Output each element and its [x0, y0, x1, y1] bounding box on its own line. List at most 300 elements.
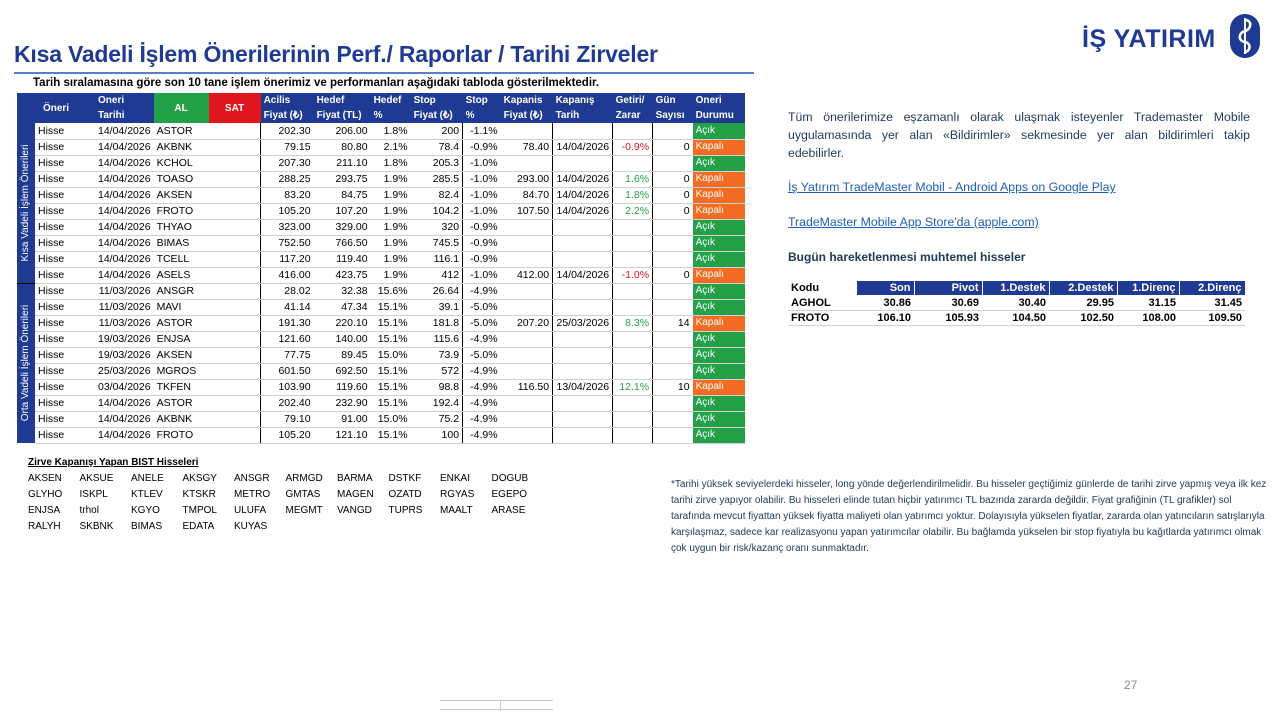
- cell-status: Açık: [693, 251, 745, 267]
- zirve-stock-item: EGEPO: [491, 489, 528, 500]
- table-row: [17, 235, 745, 251]
- cell-stop: 745.5: [411, 235, 463, 251]
- levels-row: [788, 296, 1245, 311]
- cell-target: 107.20: [314, 203, 371, 219]
- cell-stop-pct: -1.0%: [463, 171, 501, 187]
- levels-cell-code: AGHOL: [788, 296, 856, 311]
- cell-target-pct: 15.6%: [371, 283, 411, 299]
- cell-stop: 181.8: [411, 315, 463, 331]
- brand-name: İŞ YATIRIM: [1082, 24, 1216, 53]
- cell-target: 80.80: [314, 139, 371, 155]
- cell-return: [613, 395, 653, 411]
- table-row: [17, 283, 745, 299]
- cell-type: Hisse: [35, 283, 95, 299]
- table-row: [17, 427, 745, 443]
- zirve-stock-item: ANELE: [131, 473, 164, 484]
- zirve-stock-item: BIMAS: [131, 521, 163, 532]
- cell-days: [653, 123, 693, 139]
- cell-type: Hisse: [35, 171, 95, 187]
- cell-open: 416.00: [261, 267, 314, 283]
- cell-close-date: [553, 411, 613, 427]
- cell-days: [653, 395, 693, 411]
- cell-type: Hisse: [35, 251, 95, 267]
- cell-return: -1.0%: [613, 267, 653, 283]
- header-acilis-fiyat: Fiyat (₺): [261, 108, 314, 123]
- cell-code: ASTOR: [154, 315, 209, 331]
- cell-date: 14/04/2026: [95, 395, 154, 411]
- cell-sat: [209, 363, 261, 379]
- cell-type: Hisse: [35, 139, 95, 155]
- zirve-stock-item: TUPRS: [388, 505, 423, 516]
- cell-type: Hisse: [35, 235, 95, 251]
- zirve-stock-item: DOGUB: [491, 473, 529, 484]
- cell-days: [653, 411, 693, 427]
- cell-close: 107.50: [501, 203, 553, 219]
- cell-target-pct: 15.0%: [371, 411, 411, 427]
- zirve-stock-item: GLYHO: [28, 489, 63, 500]
- levels-table-container: [788, 280, 1246, 326]
- notification-info-text: Tüm önerilerimize eşzamanlı olarak ulaşmak isteyenler Trademaster Mobile uygulamasında yer alan «Bildirimler» sekmesinde yer alan bildirimleri takip edebilirler.: [788, 110, 1250, 160]
- cell-close: [501, 363, 553, 379]
- table-row: [17, 331, 745, 347]
- levels-header-destek-1: 1.Destek: [982, 281, 1049, 296]
- cell-target: 220.10: [314, 315, 371, 331]
- levels-cell-code: FROTO: [788, 311, 856, 326]
- group-side-label: [17, 283, 35, 443]
- cell-status: Açık: [693, 155, 745, 171]
- cell-close: 78.40: [501, 139, 553, 155]
- zirve-title: Zirve Kapanışı Yapan BIST Hisseleri: [28, 457, 199, 468]
- cell-close: 207.20: [501, 315, 553, 331]
- cell-close: [501, 347, 553, 363]
- cell-return: -0.9%: [613, 139, 653, 155]
- cell-close-date: [553, 219, 613, 235]
- header-stop-fiyat: Fiyat (₺): [411, 108, 463, 123]
- cell-sat: [209, 331, 261, 347]
- cell-return: [613, 155, 653, 171]
- cell-code: FROTO: [154, 203, 209, 219]
- cell-open: 288.25: [261, 171, 314, 187]
- cell-status: Açık: [693, 331, 745, 347]
- header-kapanis: Kapanis: [501, 93, 553, 108]
- cell-close: [501, 395, 553, 411]
- cell-date: 11/03/2026: [95, 283, 154, 299]
- cell-close-date: [553, 235, 613, 251]
- cell-date: 14/04/2026: [95, 427, 154, 443]
- cell-open: 207.30: [261, 155, 314, 171]
- cell-stop: 572: [411, 363, 463, 379]
- cell-open: 121.60: [261, 331, 314, 347]
- cell-code: AKSEN: [154, 187, 209, 203]
- cell-target-pct: 1.9%: [371, 267, 411, 283]
- cell-stop-pct: -4.9%: [463, 379, 501, 395]
- levels-cell-value: 105.93: [914, 311, 982, 326]
- cell-stop: 116.1: [411, 251, 463, 267]
- zirve-stock-item: KUYAS: [234, 521, 268, 532]
- cell-close: [501, 235, 553, 251]
- cell-days: 0: [653, 203, 693, 219]
- cell-date: 14/04/2026: [95, 203, 154, 219]
- cell-date: 14/04/2026: [95, 187, 154, 203]
- cell-days: [653, 347, 693, 363]
- cell-sat: [209, 315, 261, 331]
- cell-target: 692.50: [314, 363, 371, 379]
- cell-close: 293.00: [501, 171, 553, 187]
- header-tarih: Tarih: [553, 108, 613, 123]
- cell-stop-pct: -4.9%: [463, 411, 501, 427]
- cell-return: 1.8%: [613, 187, 653, 203]
- cell-stop: 75.2: [411, 411, 463, 427]
- cell-status: Açık: [693, 411, 745, 427]
- table-row: [17, 299, 745, 315]
- cell-type: Hisse: [35, 123, 95, 139]
- cell-date: 14/04/2026: [95, 139, 154, 155]
- cell-close: [501, 331, 553, 347]
- header-gun: Gün: [653, 93, 693, 108]
- cell-code: MAVI: [154, 299, 209, 315]
- header-sayisi: Sayısı: [653, 108, 693, 123]
- cell-sat: [209, 251, 261, 267]
- cell-stop-pct: -5.0%: [463, 315, 501, 331]
- cell-target-pct: 15.1%: [371, 331, 411, 347]
- cell-code: THYAO: [154, 219, 209, 235]
- table-row: [17, 139, 745, 155]
- cell-open: 105.20: [261, 427, 314, 443]
- levels-cell-value: 108.00: [1117, 311, 1179, 326]
- cell-close-date: 14/04/2026: [553, 187, 613, 203]
- cell-close-date: [553, 363, 613, 379]
- cell-stop: 285.5: [411, 171, 463, 187]
- cell-stop: 412: [411, 267, 463, 283]
- cell-open: 117.20: [261, 251, 314, 267]
- cell-target-pct: 15.1%: [371, 427, 411, 443]
- cell-sat: [209, 347, 261, 363]
- header-kapanis-tarih: Kapanış: [553, 93, 613, 108]
- cell-code: ANSGR: [154, 283, 209, 299]
- cell-status: Açık: [693, 395, 745, 411]
- cell-sat: [209, 123, 261, 139]
- table-header-row-1: [17, 93, 745, 108]
- header-stop-pct: Stop: [463, 93, 501, 108]
- page-number: 27: [1124, 678, 1138, 692]
- levels-header-kodu: Kodu: [788, 281, 856, 296]
- cell-days: 14: [653, 315, 693, 331]
- cell-type: Hisse: [35, 379, 95, 395]
- cell-target-pct: 15.1%: [371, 379, 411, 395]
- cell-return: 2.2%: [613, 203, 653, 219]
- header-stop-percent: %: [463, 108, 501, 123]
- cell-target-pct: 1.9%: [371, 203, 411, 219]
- cell-close-date: [553, 251, 613, 267]
- cell-date: 03/04/2026: [95, 379, 154, 395]
- levels-cell-value: 30.86: [856, 296, 914, 311]
- cell-date: 14/04/2026: [95, 219, 154, 235]
- cell-type: Hisse: [35, 299, 95, 315]
- cell-open: 601.50: [261, 363, 314, 379]
- cell-status: Açık: [693, 235, 745, 251]
- table-row: [17, 155, 745, 171]
- cell-sat: [209, 235, 261, 251]
- cell-stop: 100: [411, 427, 463, 443]
- cell-code: KCHOL: [154, 155, 209, 171]
- cell-stop-pct: -1.0%: [463, 155, 501, 171]
- table-row: [17, 411, 745, 427]
- cell-open: 202.30: [261, 123, 314, 139]
- cell-type: Hisse: [35, 315, 95, 331]
- cell-target-pct: 15.1%: [371, 395, 411, 411]
- cell-target-pct: 1.9%: [371, 235, 411, 251]
- cell-open: 83.20: [261, 187, 314, 203]
- cell-target-pct: 15.0%: [371, 347, 411, 363]
- table-row: [17, 315, 745, 331]
- levels-table-body: [788, 296, 1245, 326]
- cell-days: [653, 283, 693, 299]
- header-sat: SAT: [209, 93, 261, 123]
- brand-emblem-icon: [1230, 14, 1260, 58]
- cell-stop: 192.4: [411, 395, 463, 411]
- cell-status: Kapalı: [693, 139, 745, 155]
- cell-status: Kapalı: [693, 379, 745, 395]
- cell-days: 10: [653, 379, 693, 395]
- cell-stop-pct: -5.0%: [463, 347, 501, 363]
- zirve-stock-item: ANSGR: [234, 473, 270, 484]
- cell-stop: 78.4: [411, 139, 463, 155]
- cell-code: ASTOR: [154, 123, 209, 139]
- table-row: [17, 395, 745, 411]
- cell-return: 12.1%: [613, 379, 653, 395]
- table-row: [17, 203, 745, 219]
- zirve-stock-item: KGYO: [131, 505, 160, 516]
- cell-close: [501, 123, 553, 139]
- cell-close: [501, 299, 553, 315]
- cell-code: ASELS: [154, 267, 209, 283]
- zirve-stock-item: ENKAI: [440, 473, 471, 484]
- zirve-stock-item: ULUFA: [234, 505, 267, 516]
- cell-close: 412.00: [501, 267, 553, 283]
- table-row: [17, 379, 745, 395]
- cell-return: [613, 331, 653, 347]
- cell-code: TOASO: [154, 171, 209, 187]
- group-label: Kısa Vadeli İşlem Önerileri: [20, 144, 31, 262]
- cell-date: 25/03/2026: [95, 363, 154, 379]
- cell-date: 14/04/2026: [95, 171, 154, 187]
- cell-close: 84.70: [501, 187, 553, 203]
- cell-target: 91.00: [314, 411, 371, 427]
- cell-open: 28.02: [261, 283, 314, 299]
- cell-stop: 205.3: [411, 155, 463, 171]
- cell-close: [501, 427, 553, 443]
- header-tarihi: Tarihi: [95, 108, 154, 123]
- cell-type: Hisse: [35, 155, 95, 171]
- header-oneri: Öneri: [17, 93, 95, 123]
- cell-target: 119.60: [314, 379, 371, 395]
- cell-date: 14/04/2026: [95, 267, 154, 283]
- cell-return: [613, 251, 653, 267]
- cell-stop: 200: [411, 123, 463, 139]
- cell-close-date: 13/04/2026: [553, 379, 613, 395]
- header-hedef-fiyat: Fiyat (TL): [314, 108, 371, 123]
- levels-cell-value: 30.40: [982, 296, 1049, 311]
- cell-sat: [209, 187, 261, 203]
- header-oneri-tarihi-1: Oneri: [95, 93, 154, 108]
- cell-sat: [209, 155, 261, 171]
- header-zarar: Zarar: [613, 108, 653, 123]
- cell-stop: 115.6: [411, 331, 463, 347]
- levels-header-direnc-1: 1.Direnç: [1117, 281, 1179, 296]
- cell-code: ENJSA: [154, 331, 209, 347]
- zirve-stock-item: MAALT: [440, 505, 473, 516]
- cell-sat: [209, 379, 261, 395]
- cell-date: 11/03/2026: [95, 315, 154, 331]
- brand-logo: [1082, 14, 1260, 58]
- cell-code: TCELL: [154, 251, 209, 267]
- cell-open: 77.75: [261, 347, 314, 363]
- cell-date: 14/04/2026: [95, 251, 154, 267]
- performance-table: [17, 93, 745, 444]
- cell-type: Hisse: [35, 363, 95, 379]
- cell-stop: 82.4: [411, 187, 463, 203]
- cell-status: Açık: [693, 427, 745, 443]
- table-row: [17, 347, 745, 363]
- cell-open: 191.30: [261, 315, 314, 331]
- header-durumu: Durumu: [693, 108, 745, 123]
- zirve-stock-grid: [28, 473, 543, 537]
- header-hedef-pct: Hedef: [371, 93, 411, 108]
- table-row: [17, 363, 745, 379]
- zirve-stock-item: MEGMT: [285, 505, 323, 516]
- cell-return: [613, 219, 653, 235]
- cell-close-date: [553, 299, 613, 315]
- cell-stop: 39.1: [411, 299, 463, 315]
- cell-days: 0: [653, 187, 693, 203]
- levels-header-direnc-2: 2.Direnç: [1179, 281, 1245, 296]
- group-side-label: [17, 123, 35, 283]
- table-header-row-2: [17, 108, 745, 123]
- table-row: [17, 171, 745, 187]
- cell-close: [501, 251, 553, 267]
- zirve-stock-item: EDATA: [182, 521, 215, 532]
- levels-table: [788, 280, 1246, 326]
- cell-close-date: 14/04/2026: [553, 267, 613, 283]
- cell-target: 84.75: [314, 187, 371, 203]
- cell-target: 206.00: [314, 123, 371, 139]
- cell-stop-pct: -0.9%: [463, 251, 501, 267]
- zirve-stock-item: RGYAS: [440, 489, 475, 500]
- zirve-stock-item: BARMA: [337, 473, 373, 484]
- cell-type: Hisse: [35, 267, 95, 283]
- cell-code: MGROS: [154, 363, 209, 379]
- cell-sat: [209, 427, 261, 443]
- cell-days: [653, 235, 693, 251]
- cell-target: 32.38: [314, 283, 371, 299]
- cell-stop-pct: -5.0%: [463, 299, 501, 315]
- cell-stop-pct: -0.9%: [463, 139, 501, 155]
- cell-status: Kapalı: [693, 315, 745, 331]
- cell-target: 211.10: [314, 155, 371, 171]
- cell-stop: 320: [411, 219, 463, 235]
- cell-target: 232.90: [314, 395, 371, 411]
- header-stop: Stop: [411, 93, 463, 108]
- cell-close: [501, 411, 553, 427]
- zirve-stock-item: RALYH: [28, 521, 61, 532]
- cell-sat: [209, 219, 261, 235]
- cell-date: 19/03/2026: [95, 331, 154, 347]
- cell-sat: [209, 171, 261, 187]
- cell-return: [613, 299, 653, 315]
- table-subtitle: Tarih sıralamasına göre son 10 tane işlem önerimiz ve performanları aşağıdaki tabloda gösterilmektedir.: [33, 77, 600, 89]
- cell-close-date: [553, 155, 613, 171]
- cell-days: [653, 427, 693, 443]
- zirve-stock-item: ARASE: [491, 505, 526, 516]
- cell-days: 0: [653, 139, 693, 155]
- zirve-stock-item: AKSUE: [79, 473, 114, 484]
- levels-cell-value: 109.50: [1179, 311, 1245, 326]
- cell-close-date: [553, 331, 613, 347]
- cell-status: Açık: [693, 347, 745, 363]
- cell-close-date: 14/04/2026: [553, 171, 613, 187]
- cell-open: 103.90: [261, 379, 314, 395]
- levels-cell-value: 106.10: [856, 311, 914, 326]
- cell-target-pct: 15.1%: [371, 315, 411, 331]
- header-al: AL: [154, 93, 209, 123]
- cell-open: 752.50: [261, 235, 314, 251]
- cell-target-pct: 1.8%: [371, 155, 411, 171]
- cell-sat: [209, 283, 261, 299]
- cell-status: Açık: [693, 299, 745, 315]
- zirve-stock-item: ISKPL: [79, 489, 108, 500]
- title-divider: [14, 72, 754, 74]
- cell-date: 14/04/2026: [95, 411, 154, 427]
- cell-close-date: 25/03/2026: [553, 315, 613, 331]
- cell-sat: [209, 203, 261, 219]
- table-row: [17, 219, 745, 235]
- zirve-stock-item: MAGEN: [337, 489, 374, 500]
- levels-cell-value: 104.50: [982, 311, 1049, 326]
- cell-target: 119.40: [314, 251, 371, 267]
- cell-sat: [209, 299, 261, 315]
- table-row: [17, 251, 745, 267]
- cell-code: AKBNK: [154, 139, 209, 155]
- cell-target-pct: 15.1%: [371, 363, 411, 379]
- cell-target-pct: 1.9%: [371, 219, 411, 235]
- cell-open: 41.14: [261, 299, 314, 315]
- levels-header-pivot: Pivot: [914, 281, 982, 296]
- cell-return: 1.6%: [613, 171, 653, 187]
- cell-days: [653, 251, 693, 267]
- levels-header-row: [788, 281, 1245, 296]
- cell-type: Hisse: [35, 411, 95, 427]
- cell-status: Açık: [693, 363, 745, 379]
- zirve-stock-item: VANGD: [337, 505, 372, 516]
- cell-return: [613, 347, 653, 363]
- cell-days: [653, 155, 693, 171]
- cell-target: 766.50: [314, 235, 371, 251]
- cell-close-date: [553, 123, 613, 139]
- levels-header-son: Son: [856, 281, 914, 296]
- levels-cell-value: 30.69: [914, 296, 982, 311]
- cell-target-pct: 1.9%: [371, 171, 411, 187]
- cell-code: AKBNK: [154, 411, 209, 427]
- zirve-stock-item: OZATD: [388, 489, 422, 500]
- android-app-link[interactable]: İş Yatırım TradeMaster Mobil - Android Apps on Google Play: [788, 180, 1116, 194]
- levels-cell-value: 29.95: [1049, 296, 1117, 311]
- cell-date: 14/04/2026: [95, 155, 154, 171]
- cell-close-date: 14/04/2026: [553, 139, 613, 155]
- cell-return: [613, 283, 653, 299]
- cell-return: 8.3%: [613, 315, 653, 331]
- ios-app-link[interactable]: TradeMaster Mobile App Store'da (apple.com): [788, 215, 1039, 229]
- header-hedef-percent: %: [371, 108, 411, 123]
